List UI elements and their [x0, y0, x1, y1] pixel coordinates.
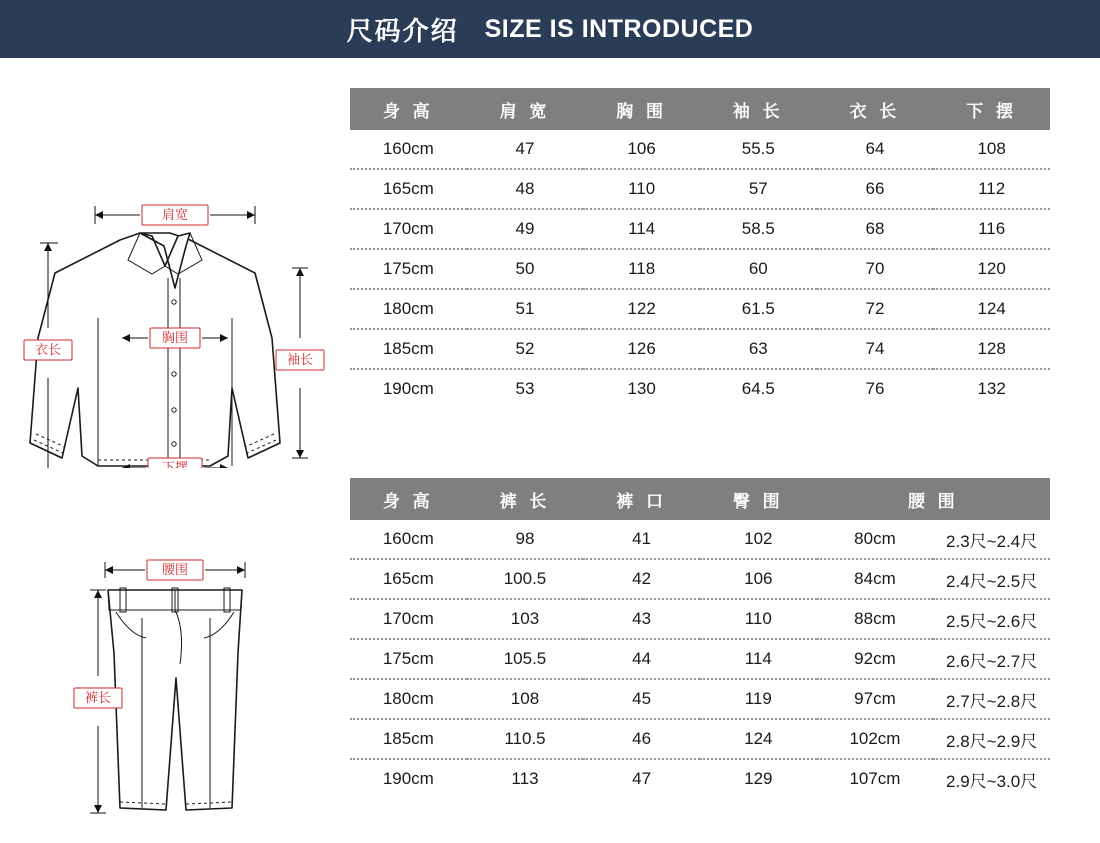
label-shoulder: 肩宽 — [161, 207, 189, 222]
cell-pants-length: 105.5 — [467, 639, 584, 679]
cell-hip: 114 — [700, 639, 817, 679]
cell-waist-chi: 2.4尺~2.5尺 — [933, 559, 1050, 599]
cell-sleeve: 58.5 — [700, 209, 817, 249]
table-row — [350, 559, 1050, 599]
col-hip: 臀 围 — [700, 478, 817, 520]
cell-height: 165cm — [350, 169, 467, 209]
col-hem: 下 摆 — [933, 88, 1050, 130]
table-header-row — [350, 478, 1050, 520]
table-row — [350, 719, 1050, 759]
cell-hem: 112 — [933, 169, 1050, 209]
table-row — [350, 759, 1050, 798]
cell-hem: 108 — [933, 130, 1050, 169]
label-hem: 下摆 — [161, 460, 189, 468]
cell-hem: 120 — [933, 249, 1050, 289]
cell-waist-chi: 2.8尺~2.9尺 — [933, 719, 1050, 759]
cell-height: 170cm — [350, 599, 467, 639]
cell-pants-opening: 44 — [583, 639, 700, 679]
cell-chest: 106 — [583, 130, 700, 169]
page-title-cn: 尺码介绍 — [346, 15, 459, 46]
table-row — [350, 169, 1050, 209]
cell-chest: 126 — [583, 329, 700, 369]
col-waist: 腰 围 — [817, 478, 1050, 520]
label-shirt-length: 衣长 — [34, 342, 62, 357]
cell-pants-opening: 47 — [583, 759, 700, 798]
col-height: 身 高 — [350, 478, 467, 520]
cell-hip: 124 — [700, 719, 817, 759]
label-sleeve: 袖长 — [286, 352, 314, 367]
cell-pants-length: 103 — [467, 599, 584, 639]
table-row — [350, 249, 1050, 289]
cell-shoulder: 50 — [467, 249, 584, 289]
cell-height: 160cm — [350, 130, 467, 169]
cell-height: 190cm — [350, 369, 467, 408]
table-row — [350, 209, 1050, 249]
cell-shoulder: 51 — [467, 289, 584, 329]
cell-chest: 118 — [583, 249, 700, 289]
cell-sleeve: 55.5 — [700, 130, 817, 169]
shirt-section — [0, 88, 1060, 473]
cell-length: 68 — [817, 209, 934, 249]
table-row — [350, 520, 1050, 559]
table-row — [350, 639, 1050, 679]
cell-hip: 129 — [700, 759, 817, 798]
label-waist: 腰围 — [161, 562, 189, 577]
cell-hip: 106 — [700, 559, 817, 599]
cell-height: 175cm — [350, 639, 467, 679]
cell-height: 165cm — [350, 559, 467, 599]
cell-shoulder: 52 — [467, 329, 584, 369]
cell-chest: 130 — [583, 369, 700, 408]
page-title-en: SIZE IS INTRODUCED — [484, 14, 754, 43]
trousers-diagram-svg — [0, 478, 350, 838]
cell-waist-cm: 102cm — [817, 719, 934, 759]
cell-pants-length: 98 — [467, 520, 584, 559]
table-row — [350, 599, 1050, 639]
cell-height: 160cm — [350, 520, 467, 559]
cell-waist-cm: 97cm — [817, 679, 934, 719]
cell-chest: 110 — [583, 169, 700, 209]
cell-waist-chi: 2.9尺~3.0尺 — [933, 759, 1050, 798]
cell-pants-length: 113 — [467, 759, 584, 798]
cell-height: 190cm — [350, 759, 467, 798]
table-row — [350, 130, 1050, 169]
cell-height: 175cm — [350, 249, 467, 289]
shirt-table-wrap — [350, 88, 1060, 473]
cell-height: 170cm — [350, 209, 467, 249]
cell-hem: 124 — [933, 289, 1050, 329]
cell-length: 64 — [817, 130, 934, 169]
trousers-size-table — [350, 478, 1050, 798]
cell-pants-opening: 42 — [583, 559, 700, 599]
shirt-diagram-svg — [0, 88, 350, 468]
cell-length: 76 — [817, 369, 934, 408]
cell-pants-opening: 43 — [583, 599, 700, 639]
cell-waist-cm: 88cm — [817, 599, 934, 639]
cell-height: 180cm — [350, 679, 467, 719]
table-row — [350, 369, 1050, 408]
page-content — [0, 58, 1100, 837]
table-row — [350, 329, 1050, 369]
cell-length: 66 — [817, 169, 934, 209]
cell-waist-chi: 2.5尺~2.6尺 — [933, 599, 1050, 639]
cell-pants-length: 100.5 — [467, 559, 584, 599]
cell-chest: 114 — [583, 209, 700, 249]
cell-shoulder: 53 — [467, 369, 584, 408]
cell-chest: 122 — [583, 289, 700, 329]
col-height: 身 高 — [350, 88, 467, 130]
col-sleeve: 袖 长 — [700, 88, 817, 130]
cell-hip: 102 — [700, 520, 817, 559]
cell-length: 72 — [817, 289, 934, 329]
table-row — [350, 289, 1050, 329]
cell-waist-cm: 107cm — [817, 759, 934, 798]
cell-pants-opening: 45 — [583, 679, 700, 719]
trousers-diagram — [0, 478, 350, 843]
cell-waist-cm: 84cm — [817, 559, 934, 599]
cell-sleeve: 57 — [700, 169, 817, 209]
cell-pants-opening: 46 — [583, 719, 700, 759]
col-length: 衣 长 — [817, 88, 934, 130]
col-pants-opening: 裤 口 — [583, 478, 700, 520]
trousers-section — [0, 478, 1060, 843]
cell-hip: 119 — [700, 679, 817, 719]
cell-waist-chi: 2.3尺~2.4尺 — [933, 520, 1050, 559]
shirt-diagram — [0, 88, 350, 473]
cell-height: 185cm — [350, 719, 467, 759]
shirt-size-table — [350, 88, 1050, 408]
label-pants-length: 裤长 — [84, 690, 112, 705]
cell-sleeve: 64.5 — [700, 369, 817, 408]
cell-hip: 110 — [700, 599, 817, 639]
cell-pants-length: 110.5 — [467, 719, 584, 759]
cell-waist-cm: 92cm — [817, 639, 934, 679]
col-shoulder: 肩 宽 — [467, 88, 584, 130]
trousers-table-wrap — [350, 478, 1060, 843]
cell-shoulder: 49 — [467, 209, 584, 249]
cell-pants-length: 108 — [467, 679, 584, 719]
col-pants-length: 裤 长 — [467, 478, 584, 520]
cell-height: 180cm — [350, 289, 467, 329]
cell-hem: 116 — [933, 209, 1050, 249]
cell-length: 70 — [817, 249, 934, 289]
cell-waist-cm: 80cm — [817, 520, 934, 559]
cell-sleeve: 61.5 — [700, 289, 817, 329]
table-row — [350, 679, 1050, 719]
label-chest: 胸围 — [161, 330, 189, 345]
cell-hem: 132 — [933, 369, 1050, 408]
cell-length: 74 — [817, 329, 934, 369]
cell-hem: 128 — [933, 329, 1050, 369]
cell-height: 185cm — [350, 329, 467, 369]
cell-shoulder: 47 — [467, 130, 584, 169]
cell-pants-opening: 41 — [583, 520, 700, 559]
cell-waist-chi: 2.7尺~2.8尺 — [933, 679, 1050, 719]
page-header — [0, 0, 1100, 58]
cell-sleeve: 60 — [700, 249, 817, 289]
cell-shoulder: 48 — [467, 169, 584, 209]
cell-waist-chi: 2.6尺~2.7尺 — [933, 639, 1050, 679]
table-header-row — [350, 88, 1050, 130]
col-chest: 胸 围 — [583, 88, 700, 130]
cell-sleeve: 63 — [700, 329, 817, 369]
